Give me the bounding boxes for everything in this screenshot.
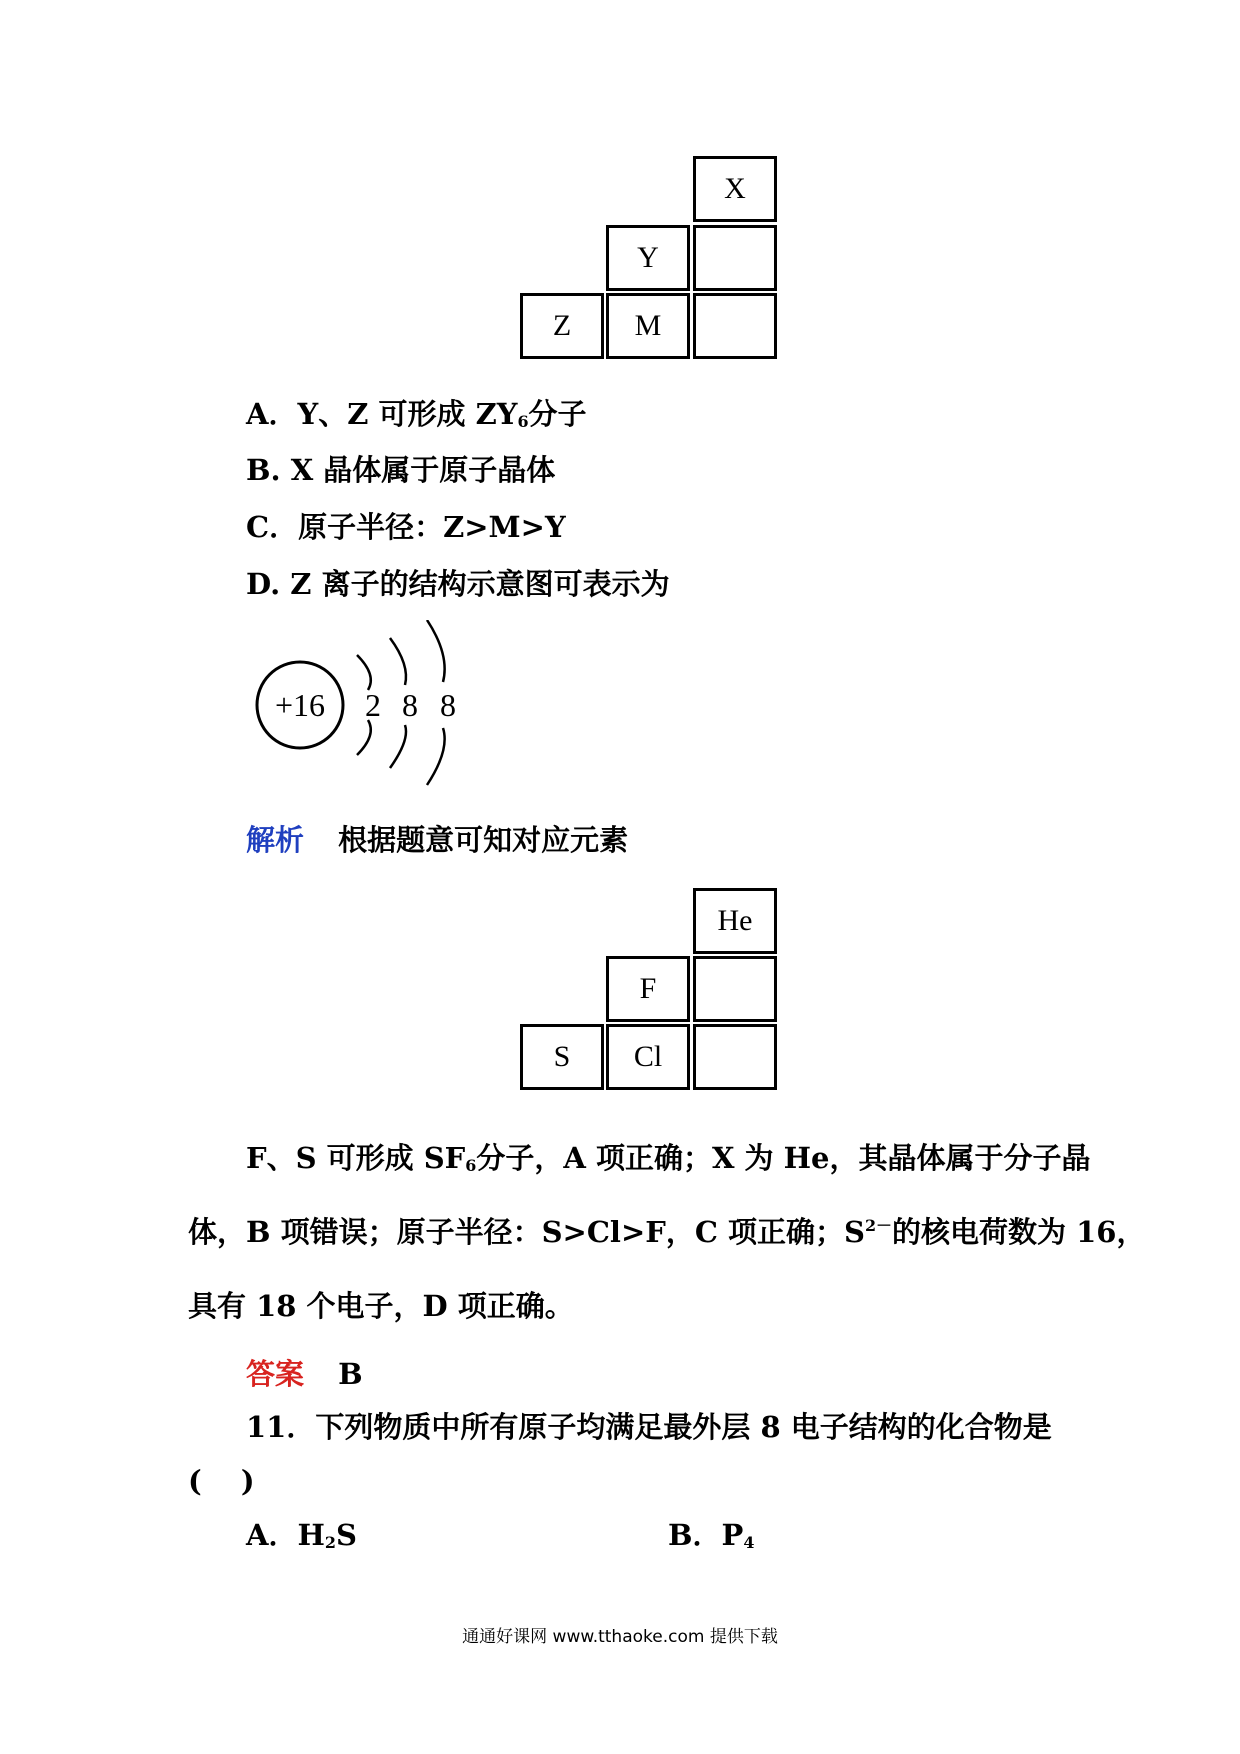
analysis-paragraph-line-1	[246, 1136, 1091, 1177]
grid-cell-m: M	[606, 293, 690, 359]
option-a-suffix: 分子	[528, 397, 587, 431]
option-subscript: 4	[743, 1533, 755, 1553]
option-text: S	[336, 1518, 357, 1552]
ion-structure-diagram	[245, 620, 475, 790]
nucleus-charge: +16	[274, 687, 326, 723]
analysis-text: 的核电荷数为 16，	[892, 1215, 1146, 1249]
answer-value: B	[338, 1357, 363, 1391]
analysis-text: F、S 可形成 SF	[246, 1141, 466, 1175]
shell-arc-1	[357, 655, 371, 690]
option-c: C．原子半径：Z>M>Y	[246, 510, 566, 544]
option-a-subscript: 6	[517, 412, 529, 432]
shell-arc-1-lower	[357, 720, 371, 755]
question-11-stem: 11．下列物质中所有原子均满足最外层 8 电子结构的化合物是	[246, 1410, 1052, 1444]
grid-cell-f: F	[606, 956, 690, 1022]
option-text: B．P	[668, 1518, 744, 1552]
grid-cell-he: He	[693, 888, 777, 954]
shell-electrons-1: 2	[365, 687, 381, 723]
shell-arc-3	[427, 620, 445, 682]
option-text: A．H	[246, 1518, 325, 1552]
answer-label: 答案	[246, 1357, 305, 1391]
option-d: D. Z 离子的结构示意图可表示为	[246, 567, 670, 601]
shell-arc-2-lower	[390, 725, 406, 768]
analysis-label: 解析	[246, 823, 305, 857]
shell-electrons-2: 8	[402, 687, 418, 723]
analysis-superscript: 2－	[864, 1215, 892, 1235]
grid-cell-cl: Cl	[606, 1024, 690, 1090]
question-11-bracket: ( )	[188, 1464, 255, 1498]
shell-arc-2	[390, 638, 406, 685]
shell-electrons-3: 8	[440, 687, 456, 723]
analysis-text: 分子，A 项正确；X 为 He，其晶体属于分子晶	[476, 1141, 1091, 1175]
analysis-intro: 根据题意可知对应元素	[338, 823, 629, 857]
grid-cell-y: Y	[606, 225, 690, 291]
analysis-paragraph-line-2	[188, 1210, 1145, 1251]
grid-cell-x: X	[693, 156, 777, 222]
question-11-option-b	[668, 1513, 754, 1554]
grid-cell-s: S	[520, 1024, 604, 1090]
analysis-heading	[246, 818, 628, 859]
grid-cell-empty	[693, 293, 777, 359]
page-footer: 通通好课网 www.tthaoke.com 提供下载	[462, 1627, 778, 1647]
grid-cell-empty	[693, 225, 777, 291]
analysis-subscript: 6	[465, 1156, 477, 1176]
shell-arc-3-lower	[427, 728, 445, 785]
grid-cell-z: Z	[520, 293, 604, 359]
question-11-option-a	[246, 1513, 357, 1554]
grid-cell-empty	[693, 1024, 777, 1090]
option-subscript: 2	[324, 1533, 336, 1553]
answer-line	[246, 1352, 363, 1393]
analysis-paragraph-line-3: 具有 18 个电子，D 项正确。	[188, 1289, 574, 1323]
option-a	[246, 392, 587, 433]
option-a-text: A．Y、Z 可形成 ZY	[246, 397, 518, 431]
analysis-text: 体，B 项错误；原子半径：S>Cl>F，C 项正确；S	[188, 1215, 865, 1249]
grid-cell-empty	[693, 956, 777, 1022]
option-b: B. X 晶体属于原子晶体	[246, 453, 556, 487]
